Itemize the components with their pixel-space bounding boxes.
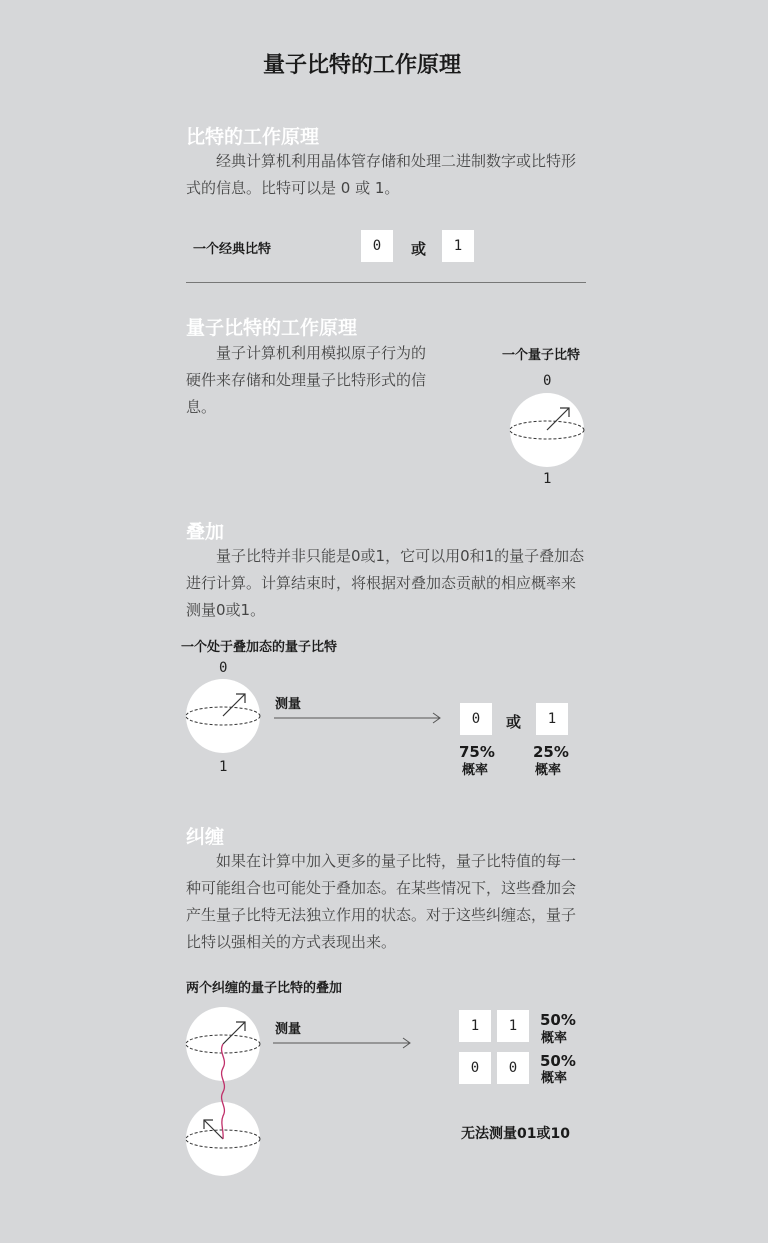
result-box-1: 1 <box>536 703 568 735</box>
measure-label: 测量 <box>275 697 302 712</box>
measure-arrow-icon <box>274 712 442 724</box>
bit-value-box-0: 0 <box>361 230 393 262</box>
page-title: 量子比特的工作原理 <box>262 53 461 78</box>
section-heading-qubit: 量子比特的工作原理 <box>186 317 358 339</box>
row1-probability-label: 概率 <box>541 1031 568 1046</box>
entangled-qubits-label: 两个纠缠的量子比特的叠加 <box>186 981 343 996</box>
classical-bit-label: 一个经典比特 <box>193 242 272 257</box>
superposition-state-0-label: 0 <box>219 660 228 676</box>
entangle-measure-label: 测量 <box>275 1022 302 1037</box>
result-box-0: 0 <box>460 703 492 735</box>
section-heading-superposition: 叠加 <box>186 521 225 543</box>
row1-percent: 50% <box>540 1011 576 1029</box>
or-label: 或 <box>411 240 427 258</box>
section-heading-bit: 比特的工作原理 <box>186 126 320 148</box>
qubit-label: 一个量子比特 <box>502 348 581 363</box>
probability-0-label: 概率 <box>462 763 489 778</box>
row2-probability-label: 概率 <box>541 1071 568 1086</box>
section-heading-entanglement: 纠缠 <box>186 826 225 848</box>
entangle-measure-arrow-icon <box>273 1037 413 1049</box>
cannot-measure-note: 无法测量01或10 <box>461 1126 570 1142</box>
bit-description: 经典计算机利用晶体管存储和处理二进制数字或比特形式的信息。比特可以是 0 或 1。 <box>186 152 577 197</box>
entangled-result-row1-box2: 1 <box>497 1010 529 1042</box>
superposition-sphere-icon <box>184 678 264 758</box>
probability-0-percent: 75% <box>459 743 495 761</box>
bit-value-box-1: 1 <box>442 230 474 262</box>
superposition-description: 量子比特并非只能是0或1，它可以用0和1的量子叠加态进行计算。计算结束时，将根据对叠加态贡献的相应概率来测量0或1。 <box>186 547 585 619</box>
section-divider <box>186 282 586 283</box>
qubit-state-1-label: 1 <box>543 471 552 487</box>
result-or-label: 或 <box>506 713 522 731</box>
entangled-result-row1-box1: 1 <box>459 1010 491 1042</box>
superposition-qubit-label: 一个处于叠加态的量子比特 <box>181 640 338 655</box>
qubit-sphere-icon <box>507 392 587 472</box>
entangled-qubits-icon <box>184 1005 264 1180</box>
qubit-description: 量子计算机利用模拟原子行为的硬件来存储和处理量子比特形式的信息。 <box>186 344 427 416</box>
probability-1-label: 概率 <box>535 763 562 778</box>
superposition-state-1-label: 1 <box>219 759 228 775</box>
entanglement-description: 如果在计算中加入更多的量子比特，量子比特值的每一种可能组合也可能处于叠加态。在某些情况下，这些叠加会产生量子比特无法独立作用的状态。对于这些纠缠态，量子比特以强相关的方式表现出来。 <box>186 852 577 951</box>
qubit-state-0-label: 0 <box>543 373 552 389</box>
probability-1-percent: 25% <box>533 743 569 761</box>
row2-percent: 50% <box>540 1052 576 1070</box>
entangled-result-row2-box1: 0 <box>459 1052 491 1084</box>
entangled-result-row2-box2: 0 <box>497 1052 529 1084</box>
